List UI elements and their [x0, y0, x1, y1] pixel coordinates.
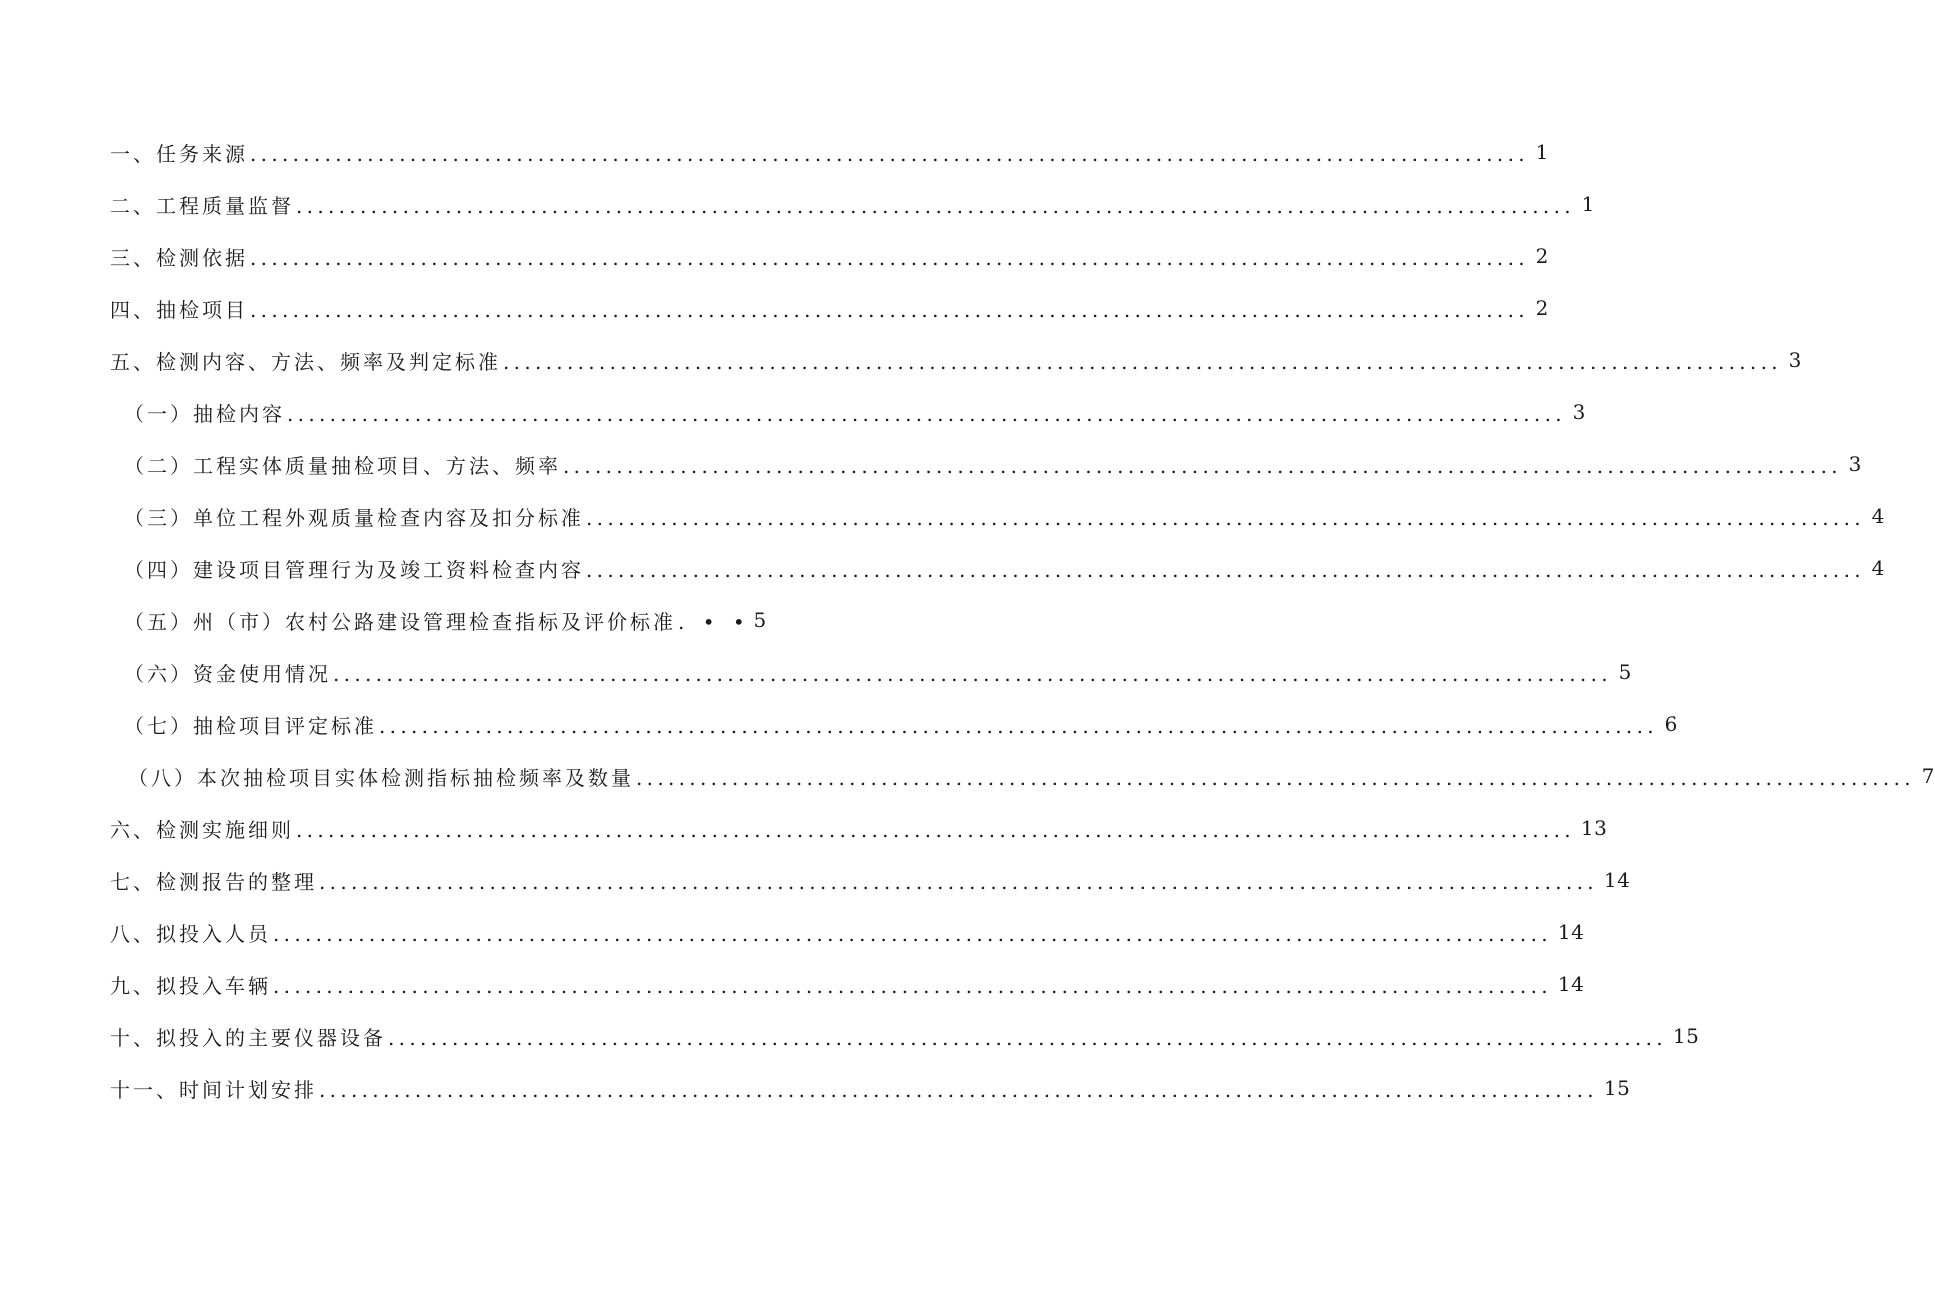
toc-entry-vehicles[interactable]: [110, 964, 1585, 1004]
toc-leader-dots: ........................................................................................................................: [563, 454, 1842, 478]
toc-subentry-6[interactable]: [124, 652, 1632, 692]
toc-page-number: 13: [1580, 816, 1608, 840]
toc-entry-report-compilation[interactable]: [110, 860, 1631, 900]
toc-entry-task-source[interactable]: [110, 132, 1549, 172]
toc-leader-dots: ........................................................................................................................: [503, 350, 1782, 374]
toc-entry-title: 三、检测依据: [110, 245, 248, 270]
toc-leader-dots: ........................................................................................................................: [250, 298, 1529, 322]
toc-page-number: 3: [1848, 452, 1862, 476]
toc-leader-dots: ........................................................................................................................: [636, 766, 1915, 790]
toc-leader-dots: ........................................................................................................................: [273, 922, 1552, 946]
toc-entry-quality-supervision[interactable]: [110, 184, 1595, 224]
toc-subentry-1[interactable]: [124, 392, 1586, 432]
toc-entry-title: （四）建设项目管理行为及竣工资料检查内容: [124, 557, 584, 582]
toc-page-number: 15: [1603, 1076, 1631, 1100]
toc-leader-dots: ........................................................................................................................: [333, 662, 1612, 686]
toc-entry-implementation-rules[interactable]: [110, 808, 1608, 848]
toc-entry-title: （六）资金使用情况: [124, 661, 331, 686]
toc-leader-dots: ........................................................................................................................: [319, 1078, 1598, 1102]
toc-subentry-5[interactable]: [124, 600, 767, 640]
toc-page-number: 6: [1664, 712, 1678, 736]
toc-page-number: 14: [1557, 920, 1585, 944]
toc-entry-title: （一）抽检内容: [124, 401, 285, 426]
toc-subentry-8[interactable]: [128, 756, 1935, 796]
toc-subentry-7[interactable]: [124, 704, 1678, 744]
toc-entry-title: 八、拟投入人员: [110, 921, 271, 946]
toc-entry-title: （二）工程实体质量抽检项目、方法、频率: [124, 453, 561, 478]
toc-page-number: 14: [1557, 972, 1585, 996]
toc-entry-title: 十一、时间计划安排: [110, 1077, 317, 1102]
toc-leader-dots: ........................................................................................................................: [379, 714, 1658, 738]
toc-leader-dots: ........................................................................................................................: [250, 246, 1529, 270]
toc-page-number: 4: [1871, 504, 1885, 528]
toc-entry-title: 九、拟投入车辆: [110, 973, 271, 998]
toc-page-number: 1: [1535, 140, 1549, 164]
toc-page-number: 4: [1871, 556, 1885, 580]
toc-leader-dots: ........................................................................................................................: [296, 818, 1575, 842]
toc-entry-title: （七）抽检项目评定标准: [124, 713, 377, 738]
toc-subentry-4[interactable]: [124, 548, 1885, 588]
toc-entry-test-basis[interactable]: [110, 236, 1549, 276]
toc-entry-title: 十、拟投入的主要仪器设备: [110, 1025, 386, 1050]
toc-entry-title: （八）本次抽检项目实体检测指标抽检频率及数量: [128, 765, 634, 790]
toc-entry-schedule[interactable]: [110, 1068, 1631, 1108]
toc-entry-test-content[interactable]: [110, 340, 1802, 380]
toc-entry-title: 一、任务来源: [110, 141, 248, 166]
toc-leader-dots: ........................................................................................................................: [250, 142, 1529, 166]
toc-subentry-2[interactable]: [124, 444, 1862, 484]
toc-page-number: 3: [1572, 400, 1586, 424]
toc-leader-dots: ........................................................................................................................: [586, 506, 1865, 530]
toc-page-number: 1: [1581, 192, 1595, 216]
toc-page-number: 5: [753, 608, 767, 632]
toc-entry-title: 四、抽检项目: [110, 297, 248, 322]
toc-entry-title: 七、检测报告的整理: [110, 869, 317, 894]
toc-entry-title: （五）州（市）农村公路建设管理检查指标及评价标准: [124, 609, 676, 634]
toc-page-number: 14: [1603, 868, 1631, 892]
toc-leader-dots: ........................................................................................................................: [273, 974, 1552, 998]
toc-page-number: 7: [1921, 764, 1935, 788]
toc-leader-dots: ........................................................................................................................: [296, 194, 1575, 218]
toc-leader-dots: ........................................................................................................................: [388, 1026, 1667, 1050]
toc-subentry-3[interactable]: [124, 496, 1885, 536]
toc-page-number: 15: [1672, 1024, 1700, 1048]
toc-entry-title: 五、检测内容、方法、频率及判定标准: [110, 349, 501, 374]
toc-leader-dots-special: . • •: [678, 610, 751, 634]
toc-leader-dots: ........................................................................................................................: [586, 558, 1865, 582]
toc-leader-dots: ........................................................................................................................: [319, 870, 1598, 894]
toc-entry-title: （三）单位工程外观质量检查内容及扣分标准: [124, 505, 584, 530]
toc-entry-personnel[interactable]: [110, 912, 1585, 952]
toc-page-number: 5: [1618, 660, 1632, 684]
toc-leader-dots: ........................................................................................................................: [287, 402, 1566, 426]
toc-entry-equipment[interactable]: [110, 1016, 1700, 1056]
toc-entry-title: 二、工程质量监督: [110, 193, 294, 218]
toc-page-number: 2: [1535, 296, 1549, 320]
toc-page-number: 3: [1788, 348, 1802, 372]
toc-entry-sampling-items[interactable]: [110, 288, 1549, 328]
toc-page-number: 2: [1535, 244, 1549, 268]
toc-entry-title: 六、检测实施细则: [110, 817, 294, 842]
